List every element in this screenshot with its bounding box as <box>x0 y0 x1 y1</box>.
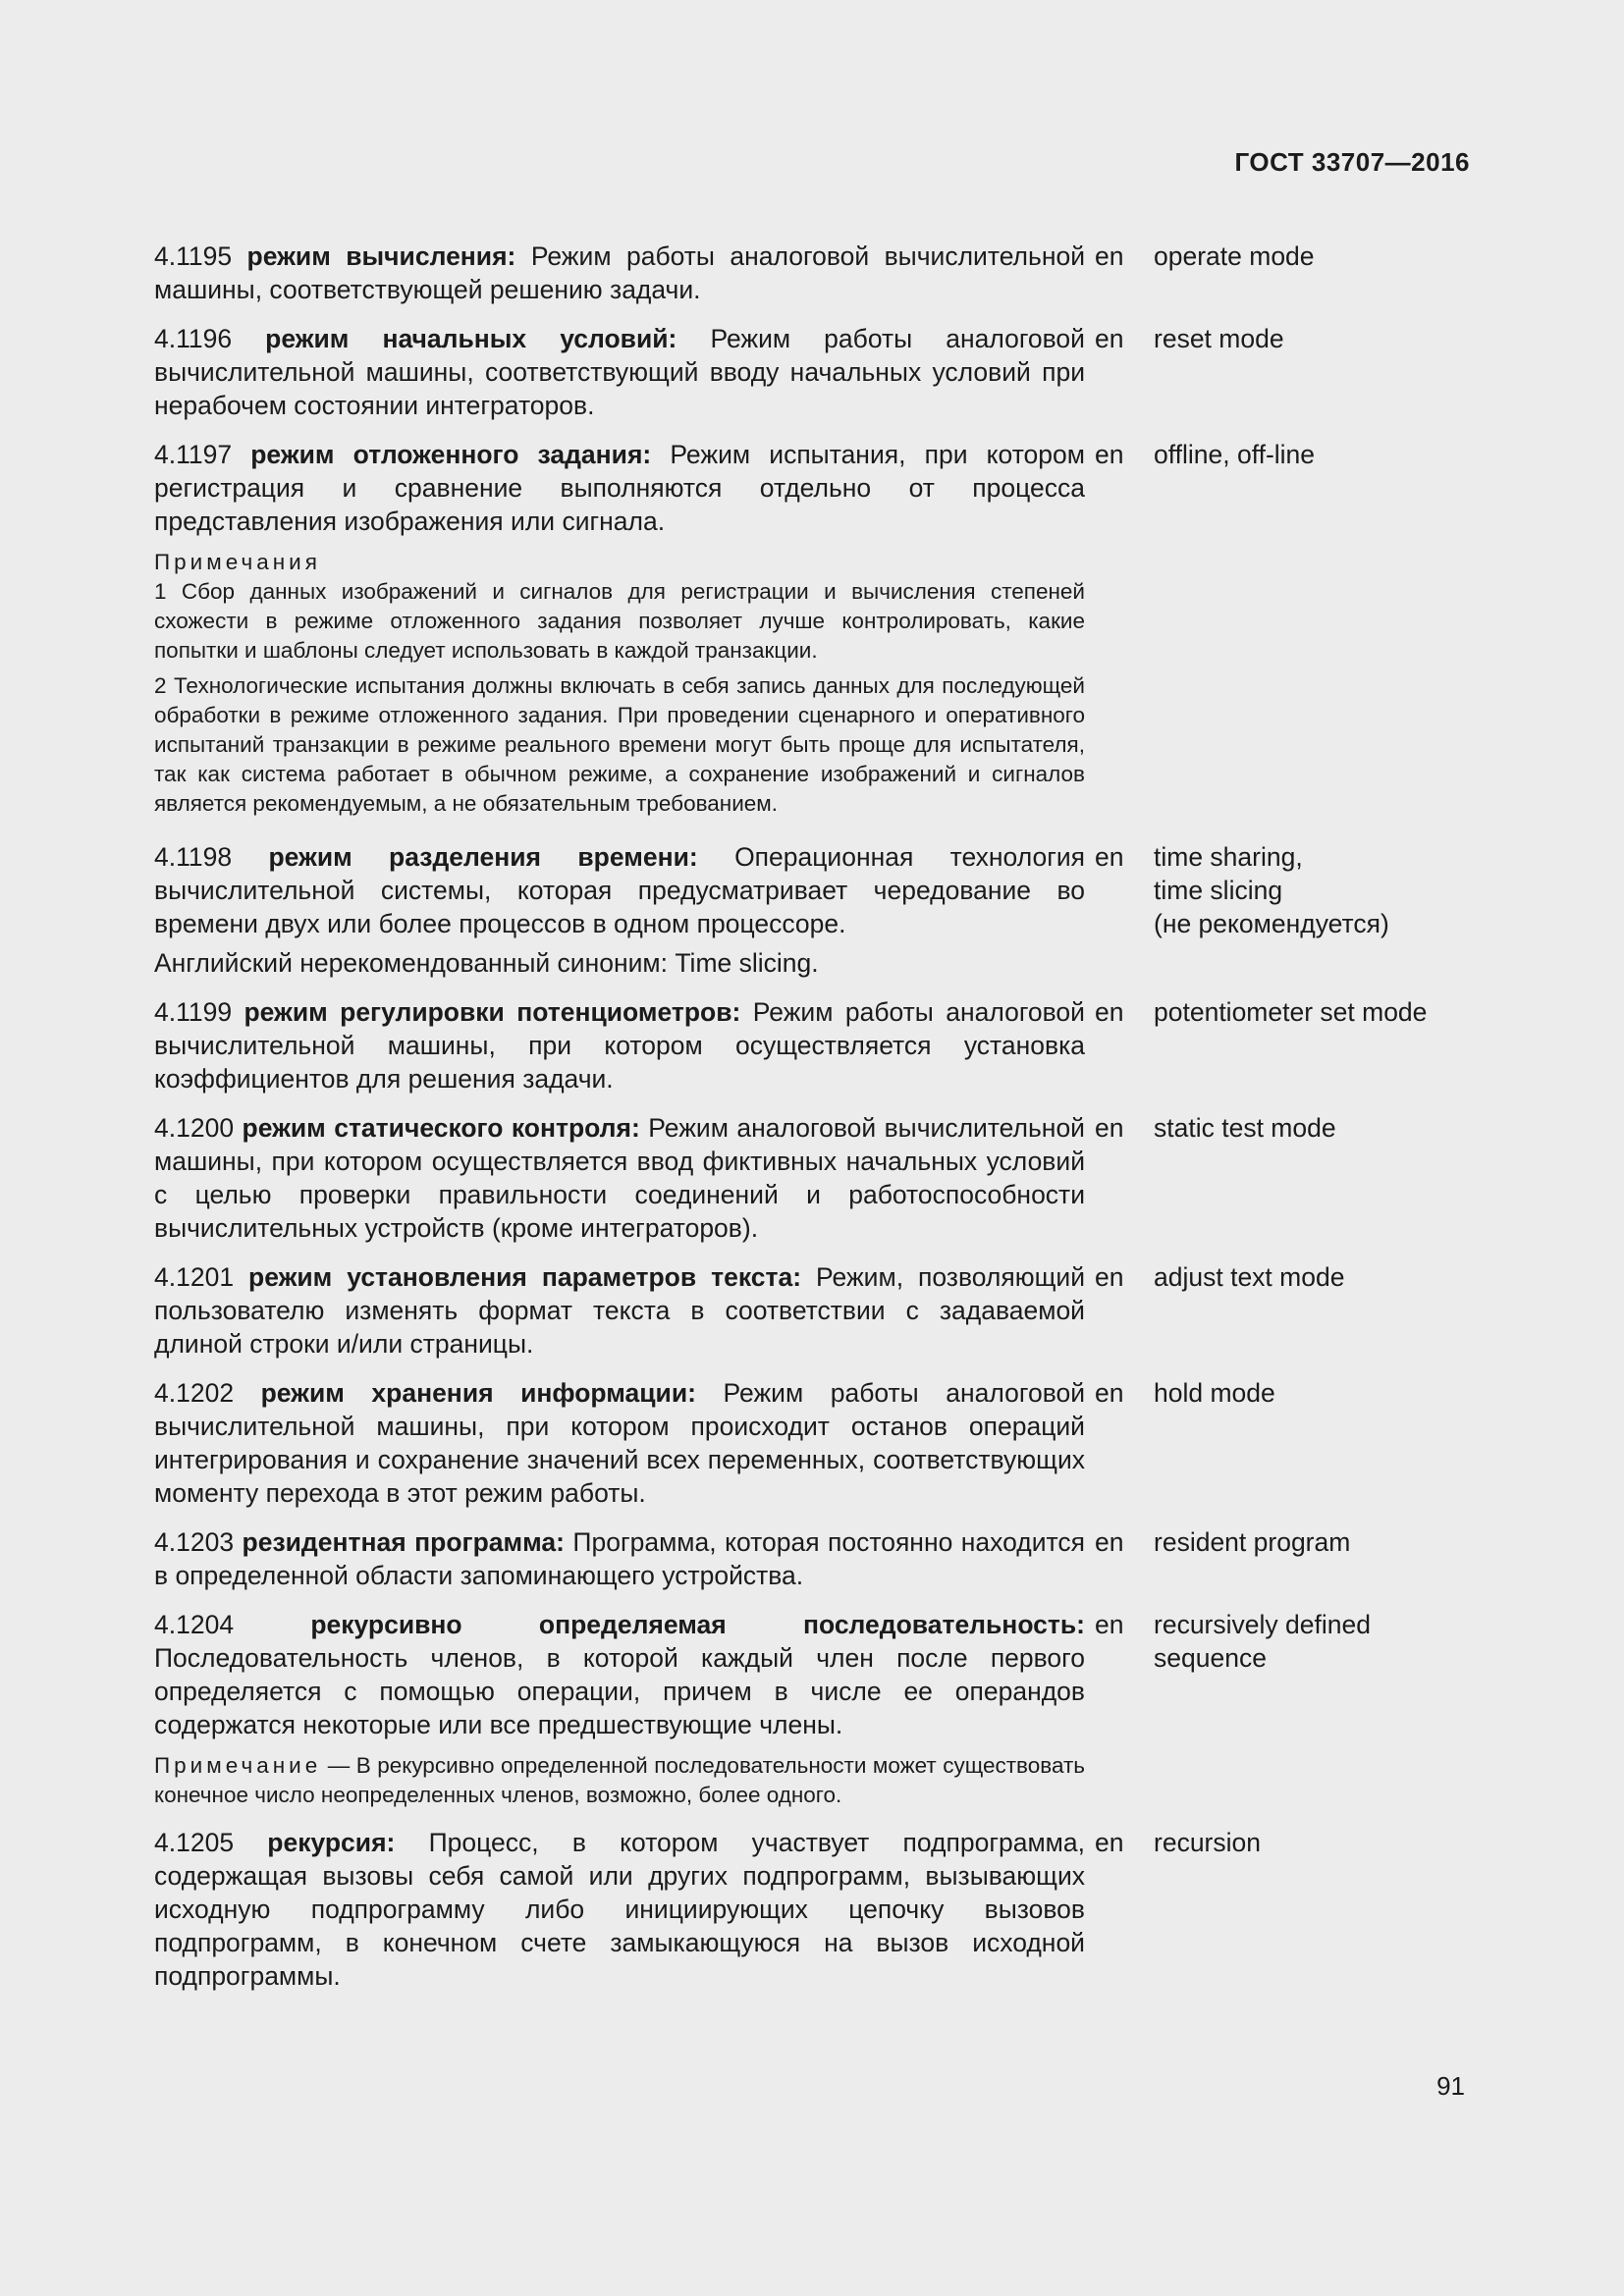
term-text: Режим работы аналоговой вычислительной машины, соответствующей решению задачи. <box>154 241 1085 304</box>
term-number: 4.1203 <box>154 1527 235 1557</box>
term-text: Последовательность членов, в которой каждый член после первого определяется с помощью операции, причем в числе ее операндов содержатся некоторые или все предшествующие члены. <box>154 1643 1085 1739</box>
equivalent-line: operate mode <box>1154 241 1315 271</box>
language-code: en <box>1095 440 1124 469</box>
note-block <box>154 1751 1085 1810</box>
term-entry <box>154 1111 1470 1245</box>
english-equivalent <box>1146 1525 1470 1592</box>
language-code: en <box>1095 997 1124 1027</box>
term-text: Режим работы аналоговой вычислительной машины, при котором происходит останов операций интегрирования и сохранение значений всех переменных, соответствующих моменту перехода в этот режим работы. <box>154 1378 1086 1508</box>
note-text: — В рекурсивно определенной последовательности может существовать конечное число неопределенных членов, возможно, более одного. <box>154 1753 1085 1807</box>
term-name: режим статического контроля: <box>242 1113 640 1143</box>
english-equivalent <box>1146 240 1470 306</box>
synonym-note: Английский нерекомендованный синоним: Time slicing. <box>154 948 819 978</box>
term-name: режим разделения времени: <box>268 842 698 872</box>
language-code: en <box>1095 842 1124 872</box>
language-code: en <box>1095 1113 1124 1143</box>
term-entry <box>154 438 1470 825</box>
equivalent-line: static test mode <box>1154 1113 1336 1143</box>
equivalent-line: recursion <box>1154 1828 1261 1857</box>
term-name: режим начальных условий: <box>265 324 677 353</box>
term-text: Режим испытания, при котором регистрация и сравнение выполняются отдельно от процесса представления изображения или сигнала. <box>154 440 1085 536</box>
equivalent-line: offline, off-line <box>1154 440 1316 469</box>
term-number: 4.1197 <box>154 440 233 469</box>
note-item: 1 Сбор данных изображений и сигналов для регистрации и вычисления степеней схожести в режиме отложенного задания позволяет лучше контролировать, какие попытки и шаблоны следует использовать в каждой транзакции. <box>154 579 1085 663</box>
term-definition <box>154 1525 1085 1592</box>
term-text: Режим, позволяющий пользователю изменять формат текста в соответствии с задаваемой длиной строки и/или страницы. <box>154 1262 1085 1359</box>
language-code: en <box>1095 1828 1124 1857</box>
language-code: en <box>1095 1262 1124 1292</box>
equivalent-line: time sharing, <box>1154 842 1303 872</box>
term-entry <box>154 240 1470 306</box>
equivalent-line: hold mode <box>1154 1378 1275 1408</box>
term-definition <box>154 240 1085 306</box>
term-text: Программа, которая постоянно находится в определенной области запоминающего устройства. <box>154 1527 1085 1590</box>
equivalent-line: recursively defined <box>1154 1610 1371 1639</box>
term-definition <box>154 995 1085 1095</box>
language-code: en <box>1095 1378 1124 1408</box>
term-name: режим отложенного задания: <box>250 440 652 469</box>
term-name: рекурсия: <box>267 1828 396 1857</box>
english-equivalent <box>1146 840 1470 940</box>
term-entry <box>154 1826 1470 1993</box>
term-entry <box>154 840 1470 980</box>
term-text: Операционная технология вычислительной системы, которая предусматривает чередование во времени двух или более процессов в одном процессоре. <box>154 842 1086 938</box>
english-equivalent <box>1146 1260 1470 1361</box>
term-number: 4.1199 <box>154 997 233 1027</box>
term-text: Режим аналоговой вычислительной машины, при котором осуществляется ввод фиктивных начальных условий с целью проверки правильности соединений и работоспособности вычислительных устройств (кроме интеграторов). <box>154 1113 1085 1243</box>
english-equivalent <box>1146 995 1470 1095</box>
term-name: режим вычисления: <box>246 241 516 271</box>
term-definition <box>154 1608 1085 1741</box>
english-equivalent <box>1146 1826 1470 1993</box>
term-number: 4.1198 <box>154 842 233 872</box>
term-definition <box>154 1826 1085 1993</box>
term-name: резидентная программа: <box>242 1527 565 1557</box>
language-code: en <box>1095 241 1124 271</box>
equivalent-line: resident program <box>1154 1527 1351 1557</box>
term-number: 4.1205 <box>154 1828 235 1857</box>
term-name: режим хранения информации: <box>260 1378 696 1408</box>
equivalent-line: adjust text mode <box>1154 1262 1345 1292</box>
language-code: en <box>1095 1610 1124 1639</box>
document-id: ГОСТ 33707—2016 <box>1234 147 1470 177</box>
term-name: рекурсивно определяемая последовательность: <box>310 1610 1085 1639</box>
english-equivalent <box>1146 1608 1470 1741</box>
equivalent-line: reset mode <box>1154 324 1284 353</box>
term-entry <box>154 1608 1470 1810</box>
term-entry <box>154 995 1470 1095</box>
equivalent-line: potentiometer set mode <box>1154 997 1428 1027</box>
english-equivalent <box>1146 438 1470 538</box>
term-entry <box>154 1260 1470 1361</box>
term-list <box>154 240 1470 2008</box>
notes-block <box>154 548 1085 825</box>
term-entry <box>154 1376 1470 1510</box>
equivalent-line: sequence <box>1154 1643 1267 1673</box>
term-definition <box>154 1376 1085 1510</box>
language-code: en <box>1095 324 1124 353</box>
english-equivalent <box>1146 1376 1470 1510</box>
equivalent-line: (не рекомендуется) <box>1154 909 1389 938</box>
language-code: en <box>1095 1527 1124 1557</box>
term-number: 4.1195 <box>154 241 233 271</box>
english-equivalent <box>1146 1111 1470 1245</box>
term-definition <box>154 322 1085 422</box>
term-number: 4.1204 <box>154 1610 235 1639</box>
term-entry <box>154 1525 1470 1592</box>
term-definition <box>154 840 1085 940</box>
term-number: 4.1196 <box>154 324 233 353</box>
term-definition <box>154 1111 1085 1245</box>
term-text: Режим работы аналоговой вычислительной машины, при котором осуществляется установка коэффициентов для решения задачи. <box>154 997 1085 1094</box>
term-text: Процесс, в котором участвует подпрограмма, содержащая вызовы себя самой или других подпрограмм, вызывающих исходную подпрограмму либо инициирующих цепочку вызовов подпрограмм, в конечном счете замыкающуюся на вызов исходной подпрограммы. <box>154 1828 1086 1991</box>
term-name: режим регулировки потенциометров: <box>244 997 741 1027</box>
term-definition <box>154 1260 1085 1361</box>
term-name: режим установления параметров текста: <box>248 1262 802 1292</box>
english-equivalent <box>1146 322 1470 422</box>
term-number: 4.1200 <box>154 1113 235 1143</box>
note-label: Примечание <box>154 1753 322 1778</box>
term-number: 4.1201 <box>154 1262 235 1292</box>
equivalent-line: time slicing <box>1154 876 1283 905</box>
page-number: 91 <box>1436 2071 1465 2101</box>
term-entry <box>154 322 1470 422</box>
term-definition <box>154 438 1085 538</box>
term-text: Режим работы аналоговой вычислительной машины, соответствующий вводу начальных условий при нерабочем состоянии интеграторов. <box>154 324 1085 420</box>
notes-heading: Примечания <box>154 550 321 574</box>
term-number: 4.1202 <box>154 1378 235 1408</box>
note-item: 2 Технологические испытания должны включать в себя запись данных для последующей обработки в режиме отложенного задания. При проведении сценарного и оперативного испытаний транзакции в режиме реального времени могут быть проще для испытателя, так как система работает в обычном режиме, а сохранение изображений и сигналов является рекомендуемым, а не обязательным требованием. <box>154 673 1085 816</box>
